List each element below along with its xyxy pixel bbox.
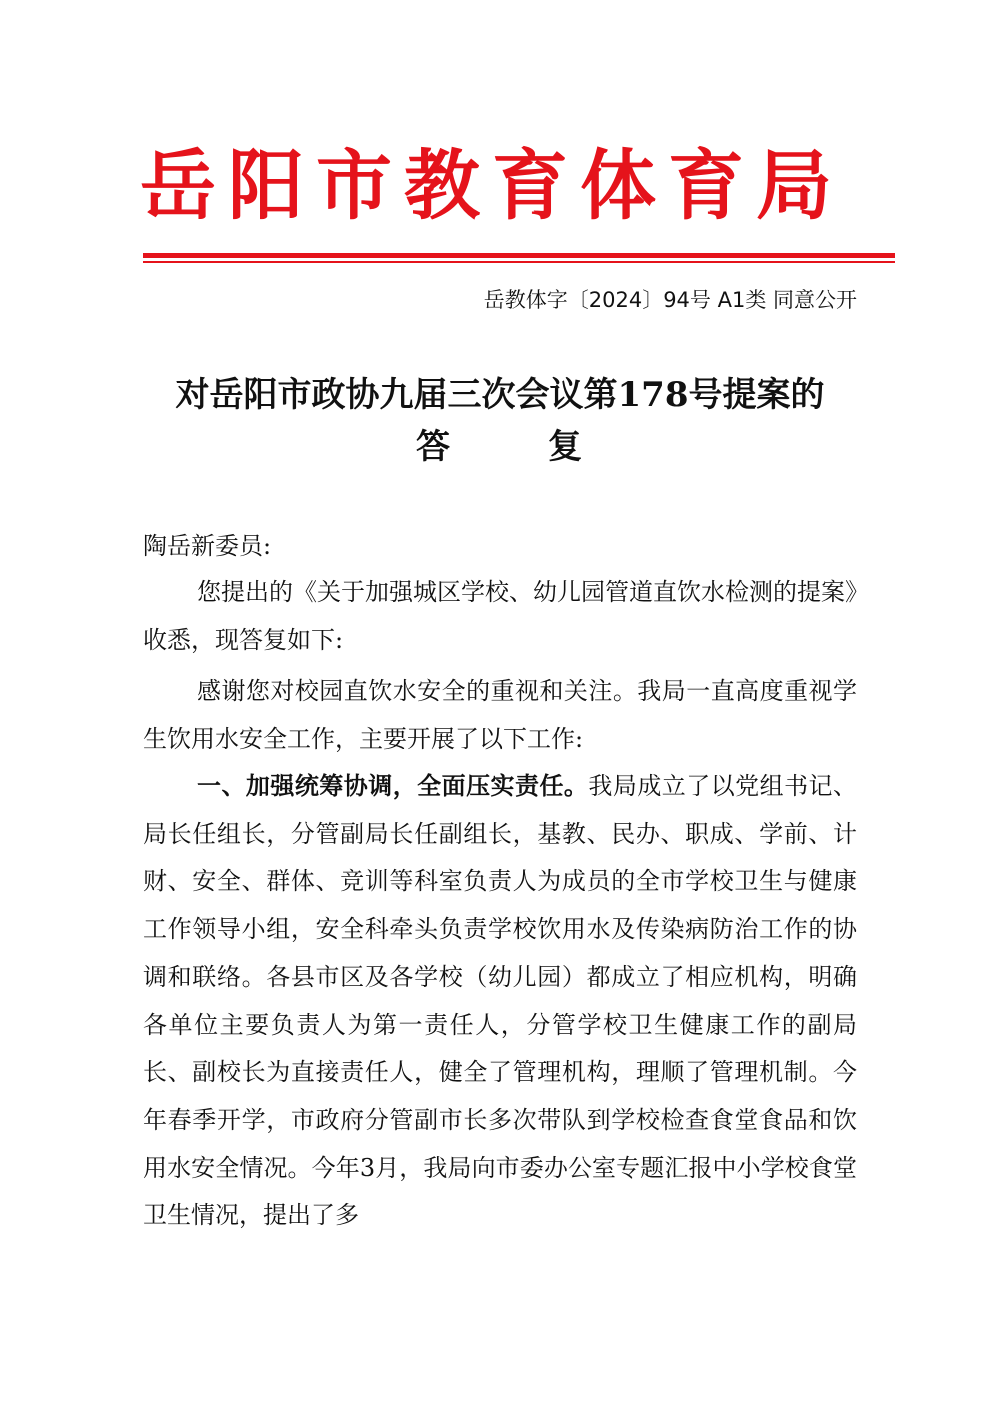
body-paragraph-1 [143,569,857,664]
paragraph-text [143,763,857,1240]
header-red-rule-thick [143,253,895,258]
paragraph-text: 感谢您对校园直饮水安全的重视和关注。我局一直高度重视学生饮用水安全工作，主要开展了以下工作: [143,677,857,753]
body-paragraph-2 [143,668,857,763]
issuing-organization-header: 岳阳市教育体育局 [140,141,844,230]
document-number: 岳教体字〔2024〕94号 A1类 同意公开 [483,288,857,312]
section-body-1: 我局成立了以党组书记、局长任组长，分管副局长任副组长，基教、民办、职成、学前、计财、安全、群体、竞训等科室负责人为成员的全市学校卫生与健康工作领导小组，安全科牵头负责学校饮用水及传染病防治工作的协调和联络。各县市区及各学校（幼儿园）都成立了相应机构，明确各单位主要负责人为第一责任人，分管学校卫生健康工作的副局长、副校长为直接责任人，健全了管理机构，理顺了管理机制。今年春季开学，市政府分管副市长多次带队到学校检查食堂食品和饮用水安全情况。今年3月，我局向市委办公室专题汇报中小学校食堂卫生情况，提出了多 [143,772,858,1230]
title-char-answer: 答 [416,427,452,467]
document-title-line1: 对岳阳市政协九届三次会议第178号提案的 [175,375,825,415]
salutation: 陶岳新委员: [143,532,272,560]
section-heading-1: 一、加强统筹协调，全面压实责任。 [197,772,589,800]
title-char-reply: 复 [548,427,584,467]
document-title-line2 [120,422,880,472]
paragraph-text: 您提出的《关于加强城区学校、幼儿园管道直饮水检测的提案》收悉，现答复如下: [143,578,857,654]
body-paragraph-3 [143,763,857,1240]
header-red-rule-thin [143,261,895,263]
